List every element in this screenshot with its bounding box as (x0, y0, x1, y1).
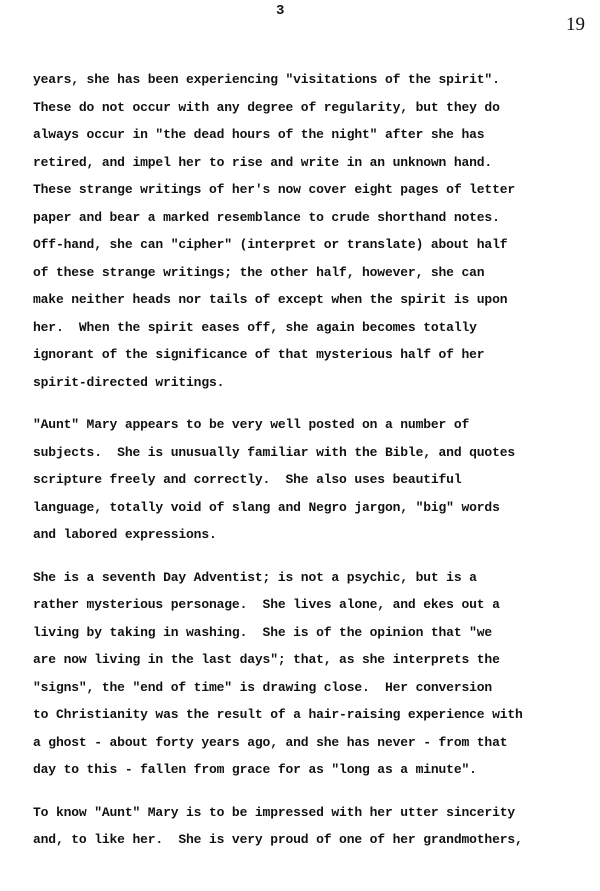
text-line: and labored expressions. (33, 527, 217, 542)
text-line: ignorant of the significance of that mysterious half of her (33, 347, 485, 362)
body-text (33, 66, 593, 854)
text-line: and, to like her. She is very proud of one of her grandmothers, (33, 832, 523, 847)
text-line: paper and bear a marked resemblance to crude shorthand notes. (33, 209, 500, 225)
text-line: years, she has been experiencing "visitations of the spirit". (33, 72, 500, 87)
paragraph (33, 799, 593, 854)
archive-page-number: 19 (566, 14, 585, 35)
paragraph (33, 564, 593, 784)
text-line: rather mysterious personage. She lives alone, and ekes out a (33, 597, 500, 612)
paragraph-gap (33, 784, 593, 799)
text-line: day to this - fallen from grace for as "long as a minute". (33, 762, 477, 777)
text-line: of these strange writings; the other half, however, she can (33, 264, 485, 280)
typed-page-number: 3 (276, 3, 285, 19)
text-line: "Aunt" Mary appears to be very well posted on a number of (33, 417, 470, 432)
text-line: To know "Aunt" Mary is to be impressed with her utter sincerity (33, 804, 516, 820)
text-line: These do not occur with any degree of regularity, but they do (33, 99, 500, 115)
text-line: These strange writings of her's now cover eight pages of letter (33, 182, 516, 197)
text-line: are now living in the last days"; that, as she interprets the (33, 652, 500, 667)
text-line: living by taking in washing. She is of the opinion that "we (33, 624, 493, 640)
text-line: scripture freely and correctly. She also uses beautiful (33, 472, 462, 487)
text-line: to Christianity was the result of a hair-raising experience with (33, 707, 523, 722)
paragraph-gap (33, 549, 593, 564)
text-line: "signs", the "end of time" is drawing close. Her conversion (33, 679, 493, 695)
text-line: retired, and impel her to rise and write in an unknown hand. (33, 154, 493, 170)
text-line: her. When the spirit eases off, she again becomes totally (33, 319, 477, 335)
paragraph (33, 411, 593, 549)
text-line: language, totally void of slang and Negro jargon, "big" words (33, 499, 500, 515)
text-line: always occur in "the dead hours of the night" after she has (33, 127, 485, 142)
text-line: subjects. She is unusually familiar with the Bible, and quotes (33, 444, 516, 460)
text-line: She is a seventh Day Adventist; is not a psychic, but is a (33, 569, 477, 585)
text-line: Off-hand, she can "cipher" (interpret or translate) about half (33, 237, 508, 252)
text-line: make neither heads nor tails of except when the spirit is upon (33, 292, 508, 307)
paragraph (33, 66, 593, 396)
paragraph-gap (33, 396, 593, 411)
text-line: spirit-directed writings. (33, 374, 225, 390)
text-line: a ghost - about forty years ago, and she has never - from that (33, 734, 508, 750)
